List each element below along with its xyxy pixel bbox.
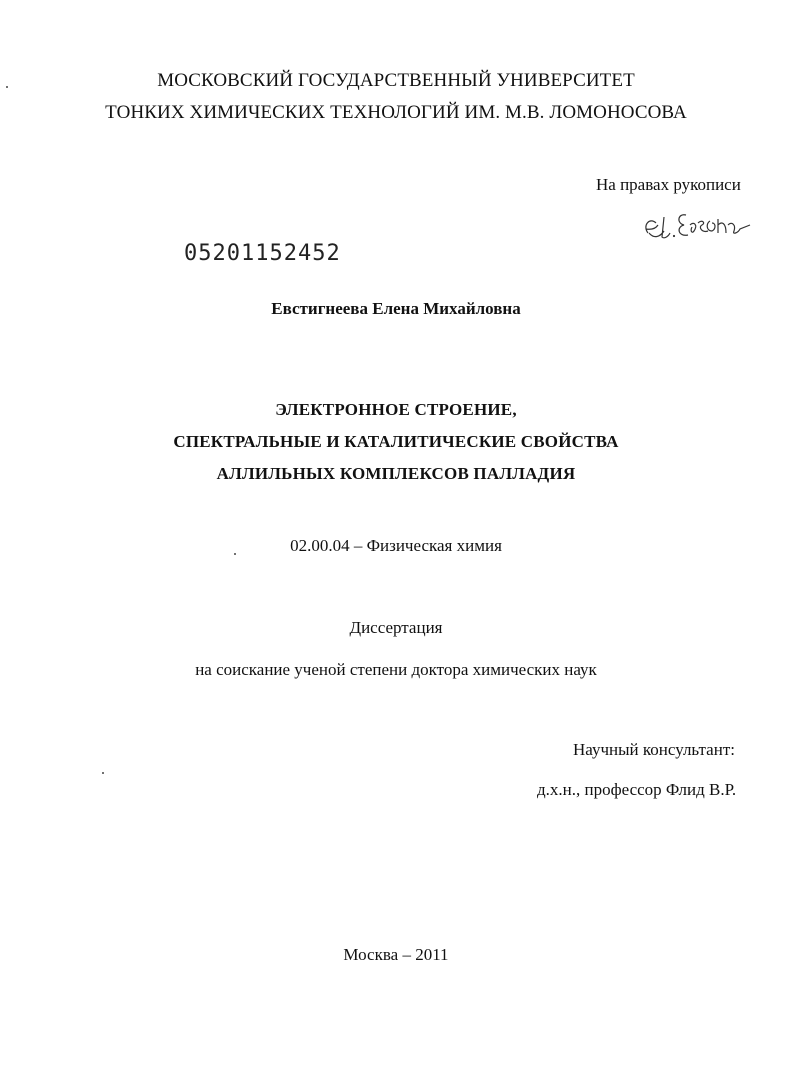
city-year: Москва – 2011 — [343, 945, 449, 964]
inventory-stamp-number: 05201152452 — [184, 241, 341, 266]
specialty-code: 02.00.04 – Физическая химия — [290, 536, 502, 555]
university-name-line1: МОСКОВСКИЙ ГОСУДАРСТВЕННЫЙ УНИВЕРСИТЕТ — [157, 70, 635, 91]
document-type: Диссертация — [349, 618, 443, 637]
manuscript-note: На правах рукописи — [596, 175, 741, 194]
dissertation-title-line3: АЛЛИЛЬНЫХ КОМПЛЕКСОВ ПАЛЛАДИЯ — [216, 464, 576, 483]
advisor-name: д.х.н., профессор Флид В.Р. — [537, 780, 737, 799]
degree-description: на соискание ученой степени доктора химических наук — [195, 660, 597, 679]
advisor-label: Научный консультант: — [573, 740, 735, 759]
university-name-line2: ТОНКИХ ХИМИЧЕСКИХ ТЕХНОЛОГИЙ ИМ. М.В. ЛОМОНОСОВА — [105, 102, 687, 123]
dissertation-title-line1: ЭЛЕКТРОННОЕ СТРОЕНИЕ, — [275, 400, 517, 419]
scan-speck — [102, 772, 104, 774]
author-name: Евстигнеева Елена Михайловна — [271, 299, 521, 318]
scan-speck — [6, 86, 8, 88]
scan-speck — [234, 553, 236, 555]
handwritten-signature — [640, 203, 765, 248]
dissertation-title-line2: СПЕКТРАЛЬНЫЕ И КАТАЛИТИЧЕСКИЕ СВОЙСТВА — [173, 432, 619, 451]
